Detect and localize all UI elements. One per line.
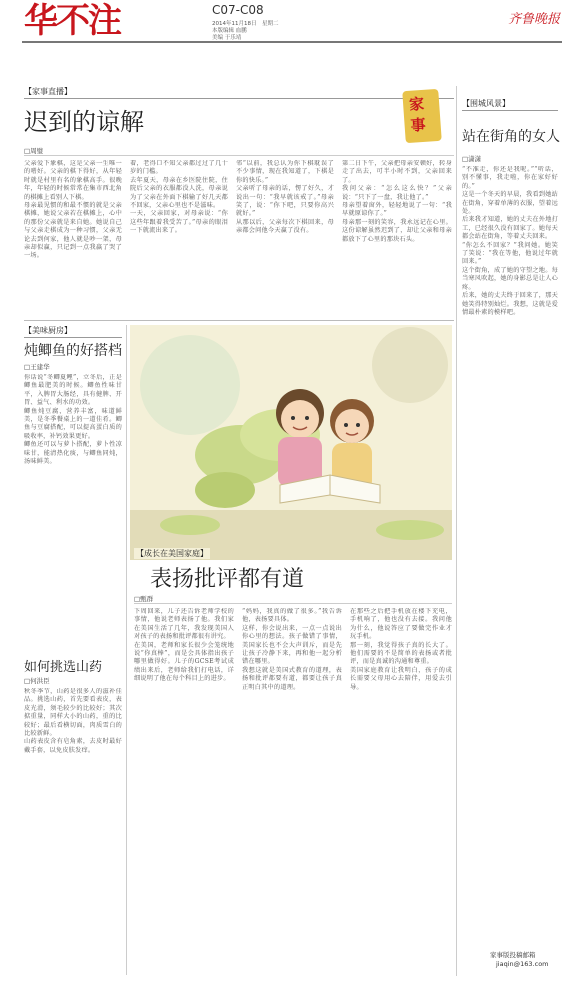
feature-title: 表扬批评都有道: [150, 567, 305, 592]
kitchen-text: 你话说“冬鲫夏鲤”，立冬后，正是鲫鱼最肥美的时候。鲫鱼性味甘平，入脾胃大肠经，具有健脾、开胃、益气、利水的功效。 鲫鱼炖豆腐，营养丰富，味道鲜美，是冬季餐桌上的一道佳肴。鲫鱼与豆腐搭配，可以提高蛋白质的吸收率，补钙效果更好。 鲫鱼还可以与萝卜搭配，萝卜性凉味甘，能清热化痰，与鲫鱼同炖，汤味鲜美。: [24, 374, 122, 466]
feature-rule: [134, 603, 452, 604]
masthead: [0, 0, 580, 42]
byline-rule: [24, 155, 454, 156]
section-label-kitchen: 【美味厨房】: [24, 326, 72, 335]
right-text: “不准走，你还是我呢。”“听话，别不懂事，我走啦，你在家好好的。” 这是一个冬天的早晨，我看到她站在街角，穿着单薄的衣服，望着远处。 后来我才知道，她的丈夫在外地打工，已经很久没有回家了。她每天都会站在街角，等着丈夫回来。 “你怎么不回家？”我问她。她笑了笑说：“我在等他，他说过年就回来。” 这个街角，成了她的守望之地。每当寒风吹起，她的身影总是让人心疼。 后来，她的丈夫终于回来了，那天她笑得特别灿烂。我想，这就是爱情最朴素的模样吧。: [462, 166, 558, 316]
yam-author: □何洪臣: [24, 677, 50, 685]
brand-logo: 齐鲁晚报: [508, 12, 561, 27]
kitchen-author: □王建华: [24, 363, 50, 371]
page-number: C07-C08: [212, 3, 264, 17]
yam-title: 如何挑选山药: [24, 660, 103, 675]
children-illustration: [130, 325, 452, 560]
yam-text: 秋冬季节，山药是很多人的滋补佳品。挑选山药，首先要看表皮，表皮光滑，须毛较少的比较好；其次掂重量，同样大小的山药，重的比较好；最后看横切面，肉质雪白的比较新鲜。 山药表皮含有皂角素，去皮时最好戴手套，以免皮肤发痒。: [24, 688, 122, 754]
footer-mailbox-label: 家事版投稿邮箱: [490, 951, 536, 959]
editor-credit: 本版编辑 血鹏: [212, 28, 247, 34]
article-col-3: 邻“以前，我总认为你下棋耽误了不少事情，现在我知道了，下棋是你的快乐。” 父亲听了母亲的话，愣了好久，才说出一句：“我早就该戒了。”母亲笑了，说：“你下吧，只要你高兴就好。” 从那以后，父亲每次下棋回来，母亲都会问他今天赢了没有。: [236, 160, 334, 235]
right-author: □潇潇: [462, 155, 482, 163]
right-col-divider: [456, 86, 457, 976]
city-rule: [462, 110, 558, 111]
article-title: 迟到的谅解: [24, 108, 144, 136]
section-label-city: 【围城风景】: [462, 99, 510, 108]
family-banner-text: 家 事: [408, 94, 427, 135]
issue-date: 2014年11月18日 星期二: [212, 21, 279, 27]
article-col-1: 父亲爱下象棋，这是父亲一生唯一的嗜好。父亲的棋下得好，从年轻时就是村里有名的象棋高手。很晚年，年轻的时候常常在集市西北角的棋摊上看别人下棋。 母亲最见惯的和最不惯的就是父亲棋摊，她说父亲若在棋摊上，心中的那份父亲就是来自她。她说自己与父亲走棋成为一种习惯，父亲无论去到何家，他人就是吵一架，母亲却似赢，只记到一点我赢了哭了一场。: [24, 160, 122, 260]
article-author: □周璧: [24, 147, 44, 155]
designer-credit: 美编 于乐靖: [212, 35, 242, 41]
top-bottom-divider: [24, 320, 454, 321]
feature-author: □甄群: [134, 595, 154, 603]
article-col-2: 着，老得口不知父亲都过过了几十岁的门槛。 去年夏天，母亲在乡医院住院，住院后父亲的衣服都没人洗，母亲说为了父亲在外面下棋输了好几天都不回家，父亲心里也不是滋味。 一天，父亲回家，对母亲说：“你这些年跟着我受苦了。”母亲的眼泪一下就流出来了。: [130, 160, 228, 235]
right-title: 站在街角的女人: [462, 129, 560, 145]
left-col-divider: [126, 325, 127, 975]
article-col-4: 第二日下午，父亲把母亲安顿好，转身走了出去，可半小时不到，父亲回来了。 我问父亲：“怎么这么快？”父亲说：“只下了一盘，我让他了。” 母亲望着窗外，轻轻地说了一句：“我早就原谅你了。” 母亲那一刻的笑容，我永远记在心里。这份谅解虽然迟到了，却让父亲和母亲都放下了心里的那块石头。: [342, 160, 452, 243]
section-rule: [24, 98, 454, 99]
feature-col-2: “妈妈，我真的做了很多。”我告诉他，表扬要具体。 这样，你会说出来，一点一点说出你心里的想法。孩子做错了事情，美国家长也不会大声训斥，而是先让孩子冷静下来，再和他一起分析错在哪里。 我想这就是美国式教育的道理，表扬和批评都要有道，都要让孩子真正明白其中的道理。: [242, 608, 342, 691]
masthead-logo: 华不注: [24, 1, 120, 41]
masthead-rule: [22, 41, 562, 43]
section-label-growth: 【成长在美国家庭】: [136, 549, 208, 558]
section-label-family: 【家事直播】: [24, 87, 72, 96]
kitchen-title: 炖鲫鱼的好搭档: [24, 343, 122, 359]
feature-col-3: 在那些之后把手机放在楼下充电，手机响了，他也没有去接。我问他为什么，他说答应了要做完作业才玩手机。 那一刻，我觉得孩子真的长大了。他们需要的不是简单的表扬或者批评，而是真诚的沟通和尊重。 美国家庭教育让我明白，孩子的成长需要父母用心去陪伴，用爱去引导。: [350, 608, 452, 691]
feature-col-1: 下周回来，儿子还告诉老师学校的事情，他说老师表扬了他。我们家在美国生活了几年，我发现美国人对孩子的表扬和批评都很有讲究。 在美国，老师和家长很少会笼统地说“你真棒”，而是会具体指出孩子哪里做得好。儿子的GCSE考试成绩出来后，老师给我们打电话，详细说明了他在每个科目上的进步。: [134, 608, 234, 683]
footer-mailbox-address: jiaqin@163.com: [496, 960, 549, 968]
kitchen-rule: [24, 337, 122, 338]
family-banner: [402, 89, 442, 143]
